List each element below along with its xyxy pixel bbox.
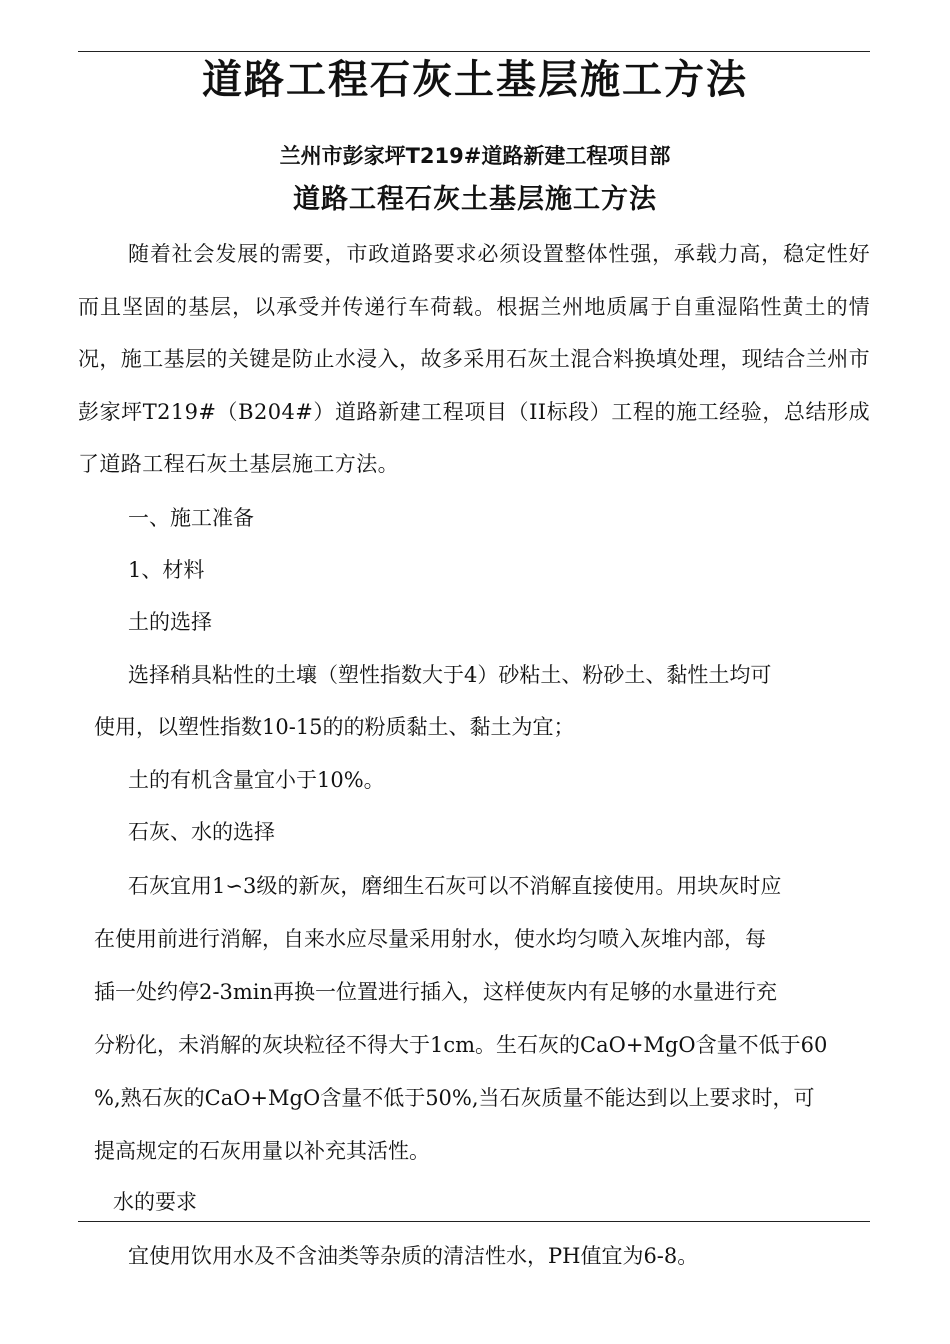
lime-water-heading: 石灰、水的选择 bbox=[128, 820, 275, 844]
lime-text-line: 插一处约停2-3min再换一位置进行插入，这样使灰内有足够的水量进行充 bbox=[94, 980, 777, 1004]
lime-text-line: 提高规定的石灰用量以补充其活性。 bbox=[94, 1139, 430, 1163]
soil-selection-heading: 土的选择 bbox=[128, 610, 212, 634]
organization-subtitle: 兰州市彭家坪T219#道路新建工程项目部 bbox=[279, 144, 671, 168]
intro-paragraph: 随着社会发展的需要，市政道路要求必须设置整体性强，承载力高，稳定性好而且坚固的基层，以承受并传递行车荷载。根据兰州地质属于自重湿陷性黄土的情况，施工基层的关键是防止水浸入，故多采用石灰土混合料换填处理，现结合兰州市彭家坪T219#（B204#）道路新建工程项目（II标段）工程的施工经验，总结形成了道路工程石灰土基层施工方法。 bbox=[78, 242, 870, 476]
page-break-rule bbox=[78, 1221, 870, 1222]
soil-text-line: 使用，以塑性指数10-15的的粉质黏土、黏土为宜； bbox=[94, 715, 575, 739]
section-heading-preparation: 一、施工准备 bbox=[128, 506, 254, 530]
lime-text-line: 分粉化，未消解的灰块粒径不得大于1cm。生石灰的CaO+MgO含量不低于60 bbox=[94, 1033, 828, 1057]
document-heading: 道路工程石灰土基层施工方法 bbox=[293, 184, 657, 215]
page-title: 道路工程石灰土基层施工方法 bbox=[202, 57, 748, 103]
soil-organic-text: 土的有机含量宜小于10%。 bbox=[128, 768, 385, 792]
subsection-heading-materials: 1、材料 bbox=[128, 558, 205, 582]
lime-text-line: 石灰宜用1∽3级的新灰，磨细生石灰可以不消解直接使用。用块灰时应 bbox=[128, 874, 782, 898]
water-requirement-heading: 水的要求 bbox=[113, 1190, 197, 1214]
lime-text-line: 在使用前进行消解，自来水应尽量采用射水，使水均匀喷入灰堆内部，每 bbox=[94, 927, 766, 951]
soil-text-line: 选择稍具粘性的土壤（塑性指数大于4）砂粘土、粉砂土、黏性土均可 bbox=[128, 663, 772, 687]
water-requirement-text: 宜使用饮用水及不含油类等杂质的清洁性水，PH值宜为6-8。 bbox=[128, 1244, 699, 1268]
lime-text-line: %,熟石灰的CaO+MgO含量不低于50%,当石灰质量不能达到以上要求时，可 bbox=[94, 1086, 815, 1110]
